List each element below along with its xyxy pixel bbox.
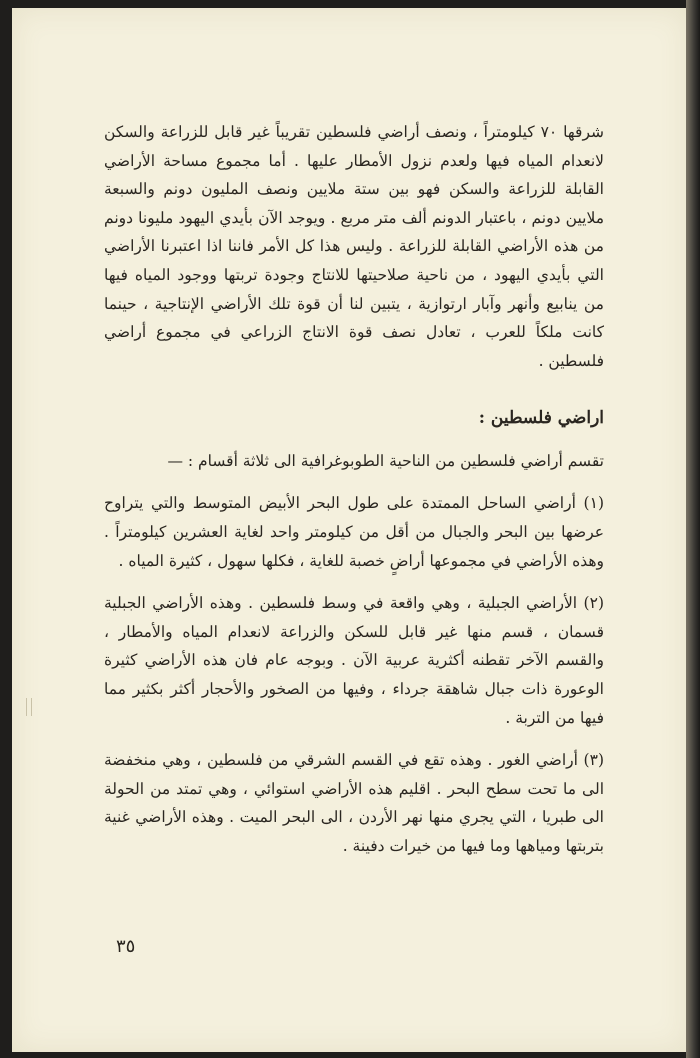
list-item-ghor-lands: (٣) أراضي الغور . وهذه تقع في القسم الشرقي من فلسطين ، وهي منخفضة الى ما تحت سطح البحر . اقليم هذه الأراضي استوائي ، وهي تمتد من الحولة الى طبريا ، التي يجري منها نهر الأردن ، الى البحر الميت . وهذه الأراضي غنية بتربتها ومياهها وما فيها من خيرات دفينة . [104,751,604,855]
page-body [104,118,604,860]
list-item-mountain-lands: (٢) الأراضي الجبلية ، وهي واقعة في وسط فلسطين . وهذه الأراضي الجبلية قسمان ، قسم منها غير قابل للسكن والزراعة لانعدام المياه والأمطار ، والقسم الآخر تقطنه أكثرية عربية الآن . وبوجه عام فان هذه الأراضي كثيرة الوعورة ذات جبال شاهقة جرداء ، وفيها من الصخور والأحجار أكثر بكثير مما فيها من التربة . [104,594,604,727]
opening-paragraph: شرقها ٧٠ كيلومتراً ، ونصف أراضي فلسطين تقريباً غير قابل للزراعة والسكن لانعدام المياه فيها ولعدم نزول الأمطار عليها . أما مجموع مساحة الأراضي القابلة للزراعة والسكن فهو بين ستة ملايين ونصف المليون دونم والسبعة ملايين دونم ، باعتبار الدونم ألف متر مربع . ويوجد الآن بأيدي اليهود مليونا دونم من هذه الأراضي القابلة للزراعة . وليس هذا كل الأمر فاننا اذا اعتبرنا الأراضي التي بأيدي اليهود ، من ناحية صلاحيتها للانتاج وجودة تربتها ووجود المياه فيها من ينابيع وأنهر وآبار ارتوازية ، يتبين لنا أن قوة تلك الأراضي الإنتاجية ، حينما كانت ملكاً للعرب ، تعادل نصف قوة الانتاج الزراعي في مجموع أراضي فلسطين . [104,123,604,370]
book-edge [686,0,700,1058]
section-heading: اراضي فلسطين : [478,408,604,429]
page-number: ٣٥ [116,936,136,957]
binding-mark [26,698,32,716]
list-item-coastal-lands: (١) أراضي الساحل الممتدة على طول البحر الأبيض المتوسط والتي يتراوح عرضها بين البحر والجبال من أقل من كيلومتر واحد لغاية العشرين كيلومتراً . وهذه الأراضي في مجموعها أراضٍ خصبة للغاية ، فكلها سهول ، كثيرة المياه . [104,494,604,570]
section-intro: تقسم أراضي فلسطين من الناحية الطوبوغرافية الى ثلاثة أقسام : — [167,452,604,471]
book-page [12,8,688,1052]
